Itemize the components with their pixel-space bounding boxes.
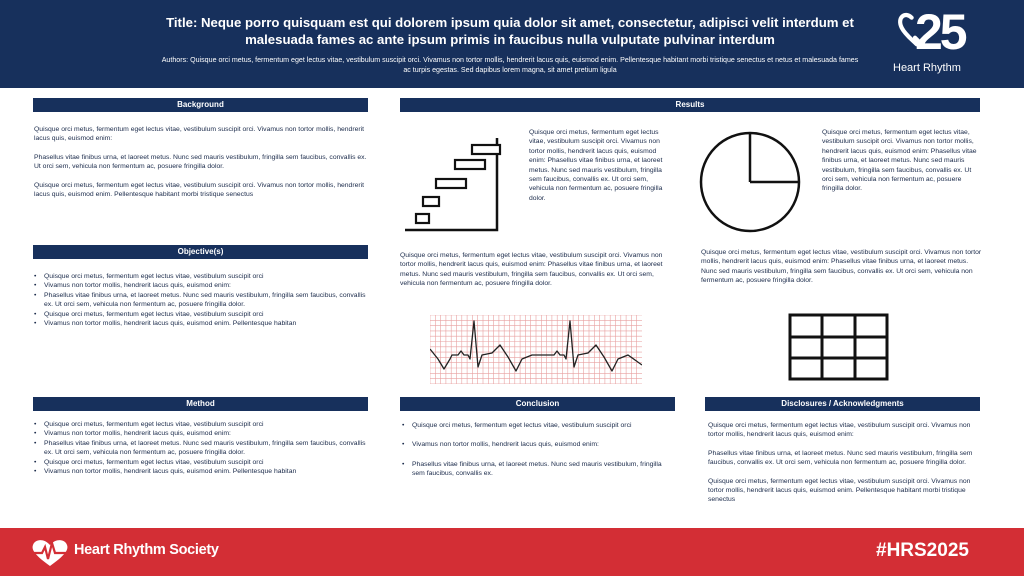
list-item: • Quisque orci metus, fermentum eget lectus vitae, vestibulum suscipit orci [33, 458, 368, 467]
list-item: • Vivamus non tortor mollis, hendrerit lacus quis, euismod enim. Pellentesque habitan [33, 319, 368, 328]
objectives-list [33, 272, 368, 328]
list-item: • Vivamus non tortor mollis, hendrerit lacus quis, euismod enim. Pellentesque habitan [33, 467, 368, 476]
ecg-grid [430, 315, 642, 384]
heart-rhythm-society-logo-icon [30, 538, 70, 568]
disclosures-text [708, 421, 980, 514]
list-item: • Vivamus non tortor mollis, hendrerit lacus quis, euismod enim: [401, 440, 676, 449]
list-item: • Quisque orci metus, fermentum eget lectus vitae, vestibulum suscipit orci [33, 420, 368, 429]
disclosures-heading: Disclosures / Acknowledgments [705, 397, 980, 411]
list-item: • Quisque orci metus, fermentum eget lectus vitae, vestibulum suscipit orci [401, 421, 676, 430]
results-text-pie: Quisque orci metus, fermentum eget lectus vitae, vestibulum suscipit orci. Vivamus non tortor mollis, hendrerit lacus quis, euismod enim: Phasellus vitae finibus urna, et laoreet metus. Nunc sed mauris vestibulum, fringilla sem faucibus, convallis ex. Ut orci sem, vehicula non fermentum ac, posuere fringilla dolor. [822, 129, 977, 193]
pie-chart-icon [698, 130, 802, 234]
background-text [34, 125, 369, 208]
results-text-bars: Quisque orci metus, fermentum eget lectus vitae, vestibulum suscipit orci. Vivamus non tortor mollis, hendrerit lacus quis, euismod enim: Phasellus vitae finibus urna, et laoreet metus. Nunc sed mauris vestibulum, fringilla sem faucibus, convallis ex. Ut orci sem, vehicula non fermentum ac, posuere fringilla dolor. [529, 129, 663, 202]
disclosures-paragraph-2: Phasellus vitae finibus urna, et laoreet metus. Nunc sed mauris vestibulum, fringilla sem faucibus, convallis ex. Ut orci sem, vehicula non fermentum ac, posuere fringilla dolor. [708, 449, 973, 467]
objectives-heading: Objective(s) [33, 245, 368, 259]
list-item: • Vivamus non tortor mollis, hendrerit lacus quis, euismod enim: [33, 429, 368, 438]
conclusion-list [401, 421, 676, 489]
header-banner [0, 0, 1024, 88]
background-paragraph-1: Quisque orci metus, fermentum eget lectus vitae, vestibulum suscipit orci. Vivamus non tortor mollis, hendrerit lacus quis, euismod enim: [34, 126, 365, 143]
list-item: • Vivamus non tortor mollis, hendrerit lacus quis, euismod enim: [33, 281, 368, 290]
results-text-ecg: Quisque orci metus, fermentum eget lectus vitae, vestibulum suscipit orci. Vivamus non tortor mollis, hendrerit lacus quis, euismod enim: Phasellus vitae finibus urna, et laoreet metus. Nunc sed mauris vestibulum, fringilla sem faucibus, convallis ex. Ut orci sem, vehicula non fermentum ac, posuere fringilla dolor. [400, 252, 663, 288]
disclosures-paragraph-3: Quisque orci metus, fermentum eget lectus vitae, vestibulum suscipit orci. Vivamus non tortor mollis, hendrerit lacus quis, euismod enim. Pellentesque habitant morbi tristique senectus [708, 477, 971, 504]
background-paragraph-2: Phasellus vitae finibus urna, et laoreet metus. Nunc sed mauris vestibulum, fringilla sem faucibus, convallis ex. Ut orci sem, vehicula non fermentum ac, posuere fringilla dolor. [34, 153, 367, 171]
ecg-strip-icon [430, 315, 642, 384]
logo-text: Heart Rhythm [893, 62, 961, 74]
results-text-grid: Quisque orci metus, fermentum eget lectus vitae, vestibulum suscipit orci. Vivamus non tortor mollis, hendrerit lacus quis, euismod enim: Phasellus vitae finibus urna, et laoreet metus. Nunc sed mauris vestibulum, fringilla sem faucibus, convallis ex. Ut orci sem, vehicula non fermentum ac, posuere fringilla dolor. [701, 249, 982, 285]
poster-authors: Authors: Quisque orci metus, fermentum eget lectus vitae, vestibulum suscipit orci. Vivamus non tortor mollis, hendrerit lacus quis, euismod enim. Pellentesque habitant morbi tristique senectus et netus et malesuada fames ac turpis egestas. Sed dapibus lorem magna, sit amet pretium ligula [161, 56, 859, 74]
list-item: • Phasellus vitae finibus urna, et laoreet metus. Nunc sed mauris vestibulum, fringilla sem faucibus, convallis ex. Ut orci sem, vehicula non fermentum ac, posuere fringilla dolor. [33, 291, 368, 310]
staircase-bars-icon [405, 138, 515, 233]
background-paragraph-3: Quisque orci metus, fermentum eget lectus vitae, vestibulum suscipit orci. Vivamus non tortor mollis, hendrerit lacus quis, euismod enim. Pellentesque habitant morbi tristique senectus [34, 181, 365, 199]
background-heading: Background [33, 98, 368, 112]
list-item: • Phasellus vitae finibus urna, et laoreet metus. Nunc sed mauris vestibulum, fringilla sem faucibus, convallis ex. [401, 460, 676, 479]
results-heading: Results [400, 98, 980, 112]
footer-org-name: Heart Rhythm Society [74, 542, 219, 558]
poster-title: Title: Neque porro quisquam est qui dolorem ipsum quia dolor sit amet, consectetur, adipisci velit interdum et malesuada fames ac ante ipsum primis in faucibus nulla vulputate pulvinar interdum [166, 15, 854, 47]
disclosures-paragraph-1: Quisque orci metus, fermentum eget lectus vitae, vestibulum suscipit orci. Vivamus non tortor mollis, hendrerit lacus quis, euismod enim: [708, 422, 971, 439]
list-item: • Phasellus vitae finibus urna, et laoreet metus. Nunc sed mauris vestibulum, fringilla sem faucibus, convallis ex. Ut orci sem, vehicula non fermentum ac, posuere fringilla dolor. [33, 439, 368, 458]
logo-number: 25 [915, 4, 965, 60]
grid-table-icon [788, 313, 889, 381]
list-item: • Quisque orci metus, fermentum eget lectus vitae, vestibulum suscipit orci [33, 272, 368, 281]
method-heading: Method [33, 397, 368, 411]
list-item: • Quisque orci metus, fermentum eget lectus vitae, vestibulum suscipit orci [33, 310, 368, 319]
footer-hashtag: #HRS2025 [876, 540, 969, 561]
footer-banner [0, 528, 1024, 576]
method-list [33, 420, 368, 476]
conclusion-heading: Conclusion [400, 397, 675, 411]
